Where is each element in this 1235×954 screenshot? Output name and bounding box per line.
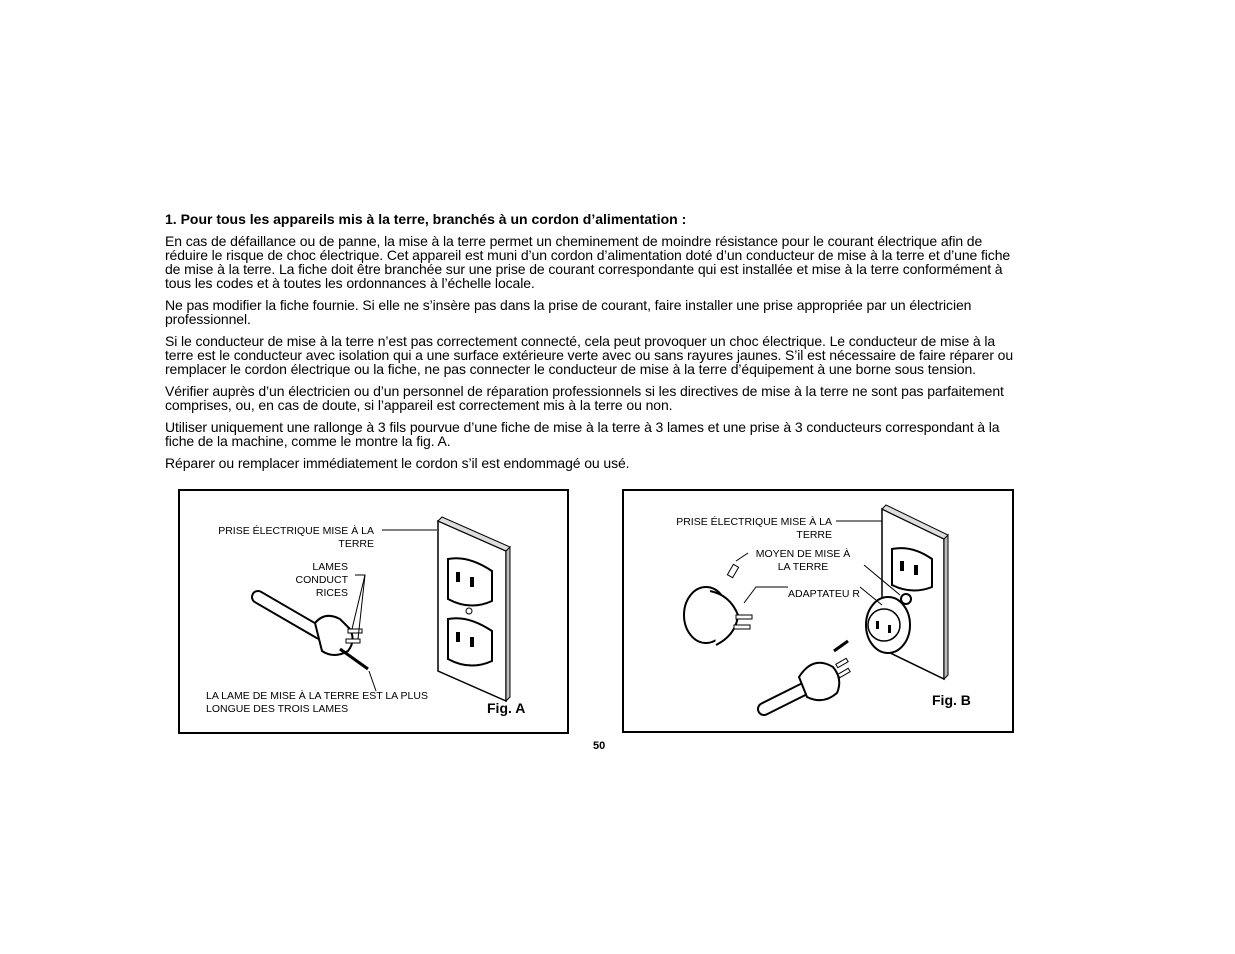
paragraph-plug: Ne pas modifier la fiche fournie. Si elle ne s’insère pas dans la prise de courant, faire installer une prise appropriée par un électricien professionnel. xyxy=(165,297,972,327)
label-blades: LAMES CONDUCT RICES xyxy=(295,561,348,599)
main-content xyxy=(165,211,1025,478)
figure-a xyxy=(178,489,569,734)
label-outlet: PRISE ÉLECTRIQUE MISE À LA TERRE xyxy=(218,525,374,550)
label-adapter: ADAPTATEU R xyxy=(788,588,860,600)
section-heading: 1. Pour tous les appareils mis à la terre, branchés à un cordon d’alimentation : xyxy=(165,211,687,227)
paragraph-conductor: Si le conducteur de mise à la terre n’est pas correctement connecté, cela peut provoquer un choc électrique. Le conducteur de mise à la terre est le conducteur avec isolation qui a une surface extérieure verte avec ou sans rayures jaunes. S’il est nécessaire de faire réparer ou remplacer le cordon électrique ou la fiche, ne pas connecter le conducteur de mise à la terre d’équipement à une borne sous tension. xyxy=(165,333,1014,377)
paragraph-extension: Utiliser uniquement une rallonge à 3 fils pourvue d’une fiche de mise à la terre à 3 lames et une prise à 3 conducteurs correspondant à la fiche de la machine, comme le montre la fig. A. xyxy=(165,419,1000,449)
figure-b xyxy=(622,489,1014,733)
paragraph-repair: Réparer ou remplacer immédiatement le cordon s’il est endommagé ou usé. xyxy=(165,455,630,471)
label-outlet: PRISE ÉLECTRIQUE MISE À LA TERRE xyxy=(676,516,832,541)
caption-fig-b: Fig. B xyxy=(932,692,971,708)
paragraph-verify: Vérifier auprès d’un électricien ou d’un personnel de réparation professionnels si les directives de mise à la terre ne sont pas parfaitement comprises, ou, en cas de doute, si l’appareil est correctement mis à la terre ou non. xyxy=(165,383,1004,413)
page-number: 50 xyxy=(593,740,606,752)
label-ground-means: MOYEN DE MISE À LA TERRE xyxy=(755,548,851,573)
label-ground-blade: LA LAME DE MISE À LA TERRE EST LA PLUS LONGUE DES TROIS LAMES xyxy=(206,690,428,715)
caption-fig-a: Fig. A xyxy=(487,700,526,716)
paragraph-grounding: En cas de défaillance ou de panne, la mise à la terre permet un cheminement de moindre résistance pour le courant électrique afin de réduire le risque de choc électrique. Cet appareil est muni d’un cordon d’alimentation doté d’un conducteur de mise à la terre et d’une fiche de mise à la terre. La fiche doit être branchée sur une prise de courant correspondante qui est installée et mise à la terre conformément à tous les codes et à toutes les ordonnances à l’échelle locale. xyxy=(165,233,1011,291)
